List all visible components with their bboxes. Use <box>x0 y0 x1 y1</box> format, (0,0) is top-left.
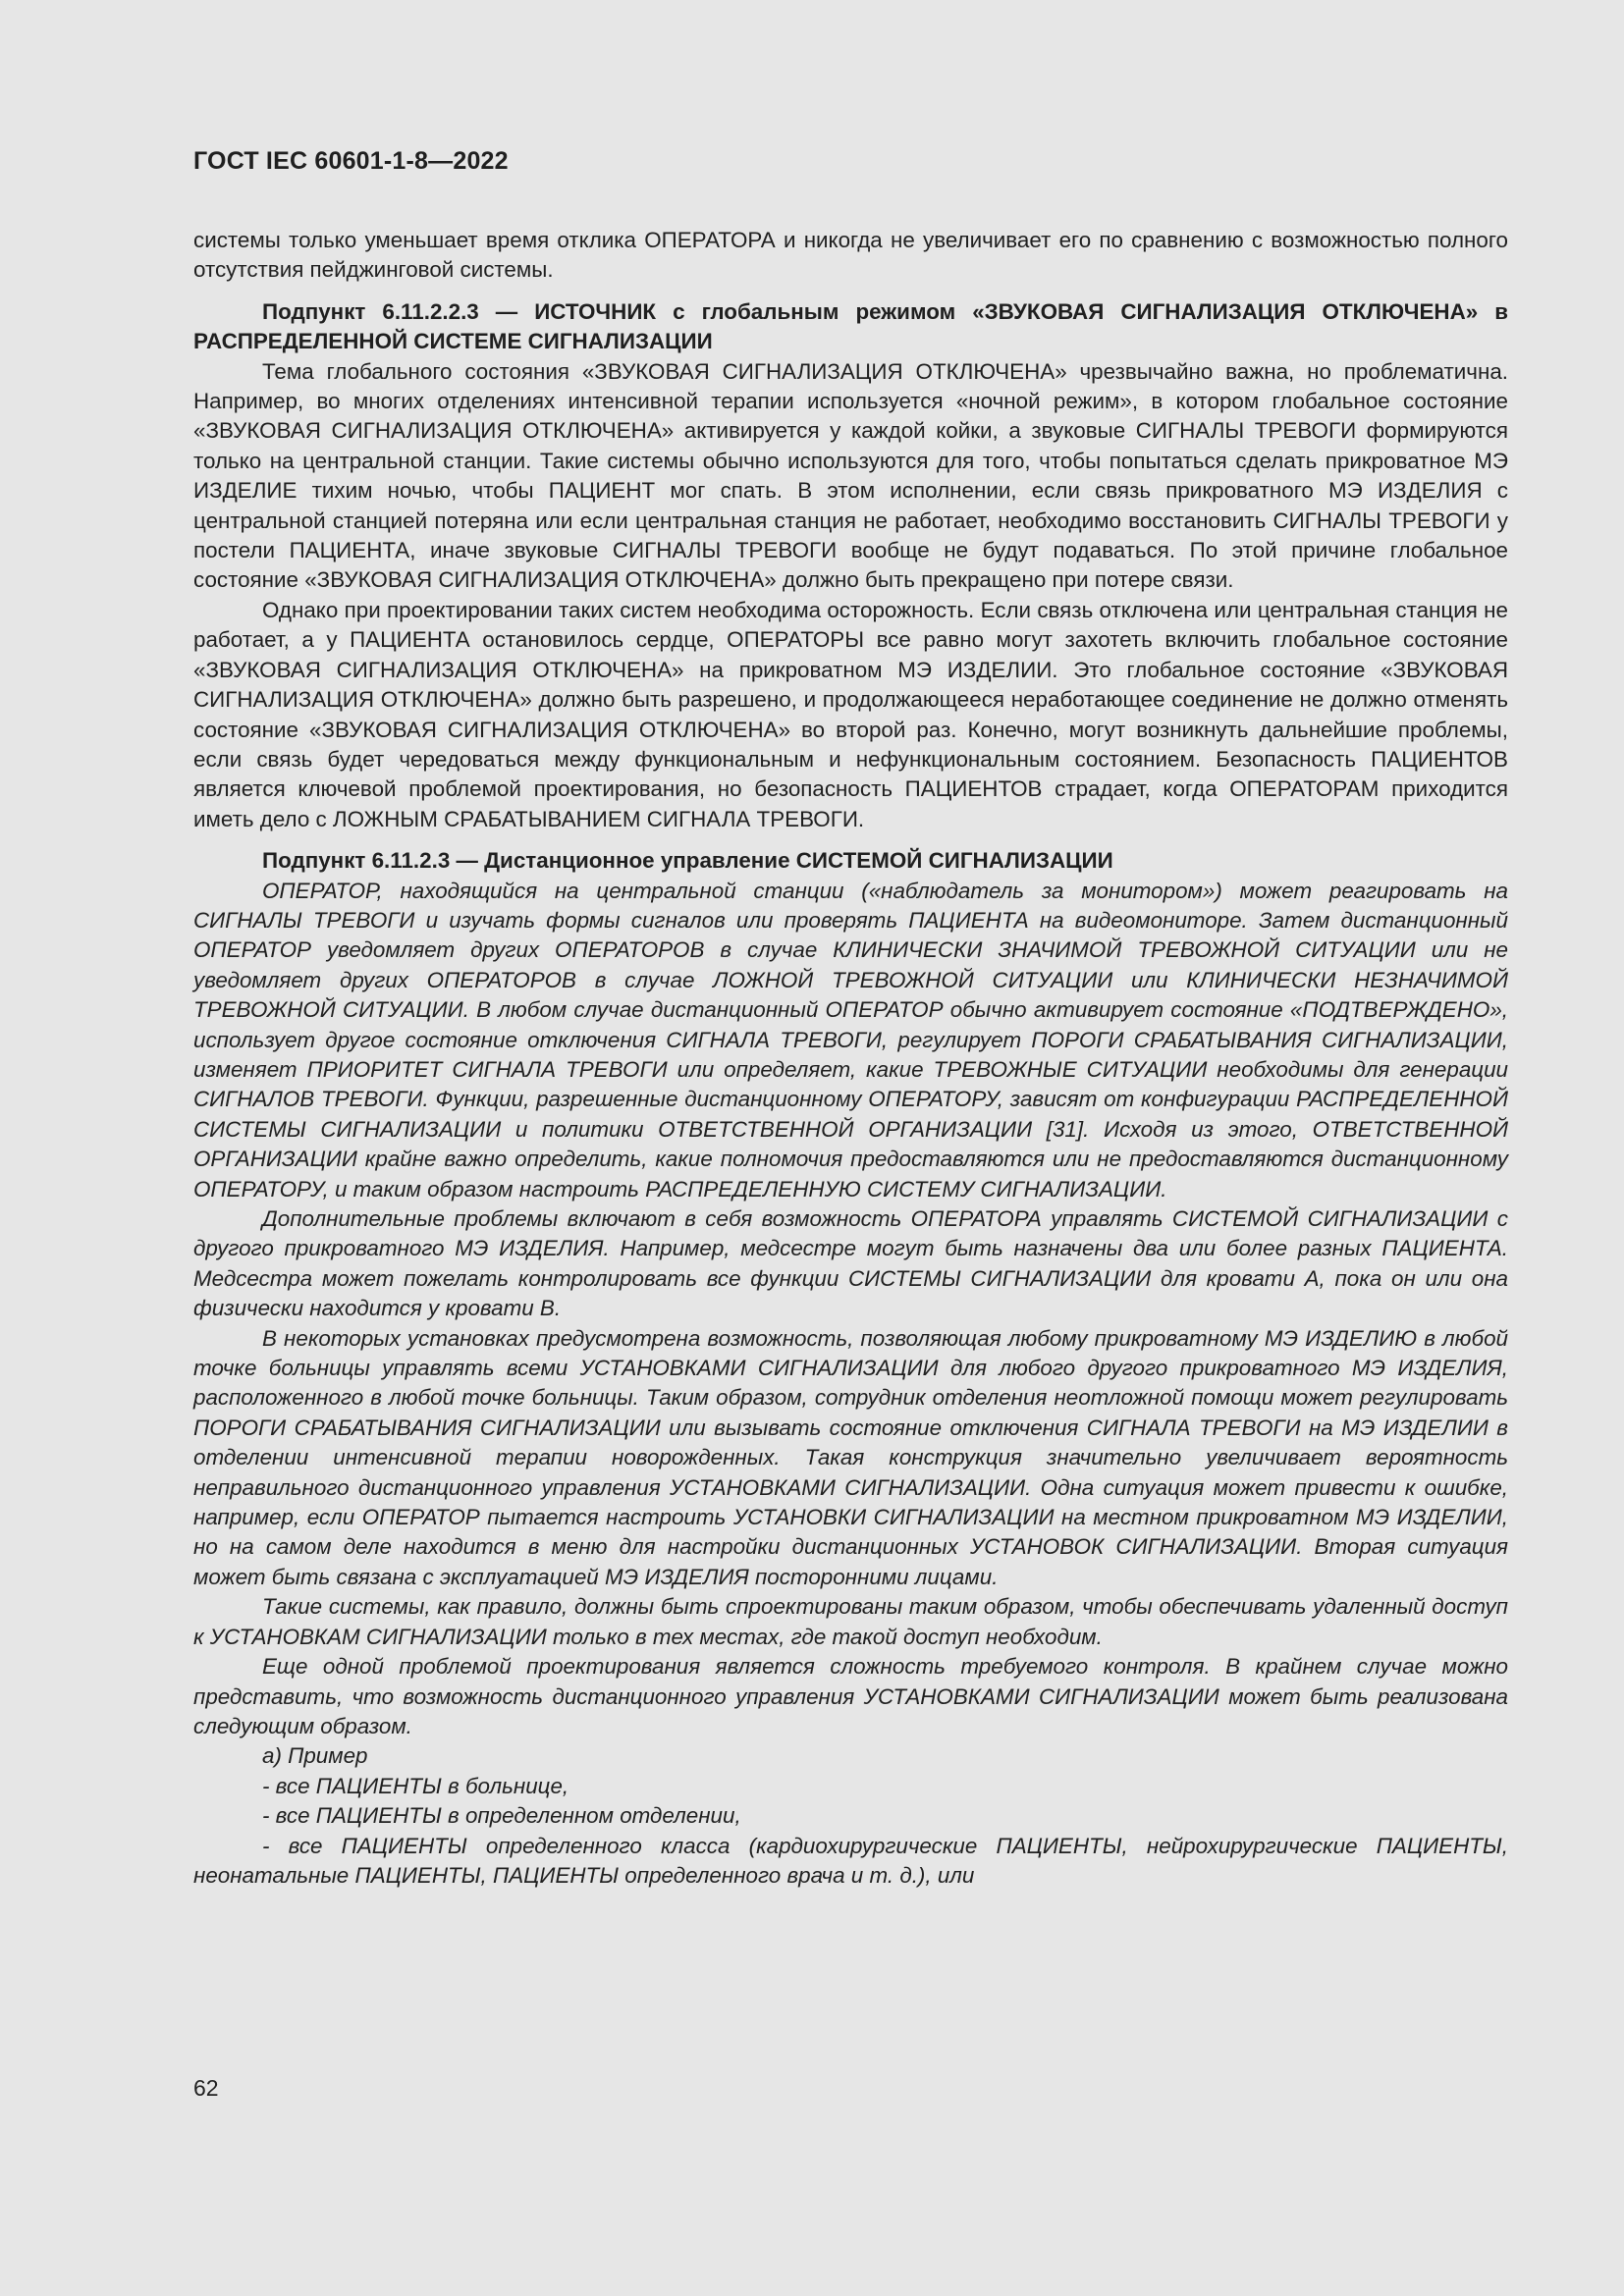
document-body <box>193 226 1508 1891</box>
list-item: - все ПАЦИЕНТЫ определенного класса (кардиохирургические ПАЦИЕНТЫ, нейрохирургические ПАЦИЕНТЫ, неонатальные ПАЦИЕНТЫ, ПАЦИЕНТЫ определенного врача и т. д.), или <box>193 1833 1508 1888</box>
page-number: 62 <box>193 2075 219 2101</box>
list-item: - все ПАЦИЕНТЫ в больнице, <box>262 1773 569 1798</box>
paragraph: Однако при проектировании таких систем необходима осторожность. Если связь отключена или центральная станция не работает, а у ПАЦИЕНТА остановилось сердце, ОПЕРАТОРЫ все равно могут захотеть включить глобальное состояние «ЗВУКОВАЯ СИГНАЛИЗАЦИЯ ОТКЛЮЧЕНА» на прикроватном МЭ ИЗДЕЛИИ. Это глобальное состояние «ЗВУКОВАЯ СИГНАЛИЗАЦИЯ ОТКЛЮЧЕНА» должно быть разрешено, и продолжающееся неработающее соединение не должно отменять состояние «ЗВУКОВАЯ СИГНАЛИЗАЦИЯ ОТКЛЮЧЕНА» во второй раз. Конечно, могут возникнуть дальнейшие проблемы, если связь будет чередоваться между функциональным и нефункциональным состоянием. Безопасность ПАЦИЕНТОВ является ключевой проблемой проектирования, но безопасность ПАЦИЕНТОВ страдает, когда ОПЕРАТОРАМ приходится иметь дело с ЛОЖНЫМ СРАБАТЫВАНИЕМ СИГНАЛА ТРЕВОГИ. <box>193 597 1508 831</box>
paragraph: Тема глобального состояния «ЗВУКОВАЯ СИГНАЛИЗАЦИЯ ОТКЛЮЧЕНА» чрезвычайно важна, но проблематична. Например, во многих отделениях интенсивной терапии используется «ночной режим», в котором глобальное состояние «ЗВУКОВАЯ СИГНАЛИЗАЦИЯ ОТКЛЮЧЕНА» активируется у каждой койки, а звуковые СИГНАЛЫ ТРЕВОГИ формируются только на центральной станции. Такие системы обычно используются для того, чтобы попытаться сделать прикроватное МЭ ИЗДЕЛИЕ тихим ночью, чтобы ПАЦИЕНТ мог спать. В этом исполнении, если связь прикроватного МЭ ИЗДЕЛИЯ с центральной станцией потеряна или если центральная станция не работает, необходимо восстановить СИГНАЛЫ ТРЕВОГИ у постели ПАЦИЕНТА, иначе звуковые СИГНАЛЫ ТРЕВОГИ вообще не будут подаваться. По этой причине глобальное состояние «ЗВУКОВАЯ СИГНАЛИЗАЦИЯ ОТКЛЮЧЕНА» должно быть прекращено при потере связи. <box>193 358 1508 593</box>
list-item: а) Пример <box>262 1743 368 1769</box>
section-heading: Подпункт 6.11.2.2.3 — ИСТОЧНИК с глобальным режимом «ЗВУКОВАЯ СИГНАЛИЗАЦИЯ ОТКЛЮЧЕНА» в РАСПРЕДЕЛЕННОЙ СИСТЕМЕ СИГНАЛИЗАЦИИ <box>193 298 1508 354</box>
section-heading: Подпункт 6.11.2.3 — Дистанционное управление СИСТЕМОЙ СИГНАЛИЗАЦИИ <box>262 848 1113 874</box>
paragraph: ОПЕРАТОР, находящийся на центральной станции («наблюдатель за монитором») может реагировать на СИГНАЛЫ ТРЕВОГИ и изучать формы сигналов или проверять ПАЦИЕНТА на видеомониторе. Затем дистанционный ОПЕРАТОР уведомляет других ОПЕРАТОРОВ в случае КЛИНИЧЕСКИ ЗНАЧИМОЙ ТРЕВОЖНОЙ СИТУАЦИИ или не уведомляет других ОПЕРАТОРОВ в случае ЛОЖНОЙ ТРЕВОЖНОЙ СИТУАЦИИ или КЛИНИЧЕСКИ НЕЗНАЧИМОЙ ТРЕВОЖНОЙ СИТУАЦИИ. В любом случае дистанционный ОПЕРАТОР обычно активирует состояние «ПОДТВЕРЖДЕНО», использует другое состояние отключения СИГНАЛА ТРЕВОГИ, регулирует ПОРОГИ СРАБАТЫВАНИЯ СИГНАЛИЗАЦИИ, изменяет ПРИОРИТЕТ СИГНАЛА ТРЕВОГИ или определяет, какие ТРЕВОЖНЫЕ СИТУАЦИИ необходимы для генерации СИГНАЛОВ ТРЕВОГИ. Функции, разрешенные дистанционному ОПЕРАТОРУ, зависят от конфигурации РАСПРЕДЕЛЕННОЙ СИСТЕМЫ СИГНАЛИЗАЦИИ и политики ОТВЕТСТВЕННОЙ ОРГАНИЗАЦИИ [31]. Исходя из этого, ОТВЕТСТВЕННОЙ ОРГАНИЗАЦИИ крайне важно определить, какие полномочия предоставляются или не предоставляются дистанционному ОПЕРАТОРУ, и таким образом настроить РАСПРЕДЕЛЕННУЮ СИСТЕМУ СИГНАЛИЗАЦИИ. <box>193 878 1508 1201</box>
list-item: - все ПАЦИЕНТЫ в определенном отделении, <box>262 1803 741 1829</box>
paragraph: Дополнительные проблемы включают в себя возможность ОПЕРАТОРА управлять СИСТЕМОЙ СИГНАЛИЗАЦИИ с другого прикроватного МЭ ИЗДЕЛИЯ. Например, медсестре могут быть назначены два или более разных ПАЦИЕНТА. Медсестра может пожелать контролировать все функции СИСТЕМЫ СИГНАЛИЗАЦИИ для кровати А, пока он или она физически находится у кровати В. <box>193 1206 1508 1321</box>
document-header: ГОСТ IEC 60601-1-8—2022 <box>193 147 509 175</box>
paragraph: В некоторых установках предусмотрена возможность, позволяющая любому прикроватному МЭ ИЗДЕЛИЮ в любой точке больницы управлять всеми УСТАНОВКАМИ СИГНАЛИЗАЦИИ для любого другого прикроватного МЭ ИЗДЕЛИЯ, расположенного в любой точке больницы. Таким образом, сотрудник отделения неотложной помощи может регулировать ПОРОГИ СРАБАТЫВАНИЯ СИГНАЛИЗАЦИИ или вызывать состояние отключения СИГНАЛА ТРЕВОГИ на МЭ ИЗДЕЛИИ в отделении интенсивной терапии новорожденных. Такая конструкция значительно увеличивает вероятность неправильного дистанционного управления УСТАНОВКАМИ СИГНАЛИЗАЦИИ. Одна ситуация может привести к ошибке, например, если ОПЕРАТОР пытается настроить УСТАНОВКИ СИГНАЛИЗАЦИИ на местном прикроватном МЭ ИЗДЕЛИИ, но на самом деле находится в меню для настройки дистанционных УСТАНОВОК СИГНАЛИЗАЦИИ. Вторая ситуация может быть связана с эксплуатацией МЭ ИЗДЕЛИЯ посторонними лицами. <box>193 1325 1508 1589</box>
paragraph: системы только уменьшает время отклика ОПЕРАТОРА и никогда не увеличивает его по сравнению с возможностью полного отсутствия пейджинговой системы. <box>193 228 1508 283</box>
paragraph: Такие системы, как правило, должны быть спроектированы таким образом, чтобы обеспечивать удаленный доступ к УСТАНОВКАМ СИГНАЛИЗАЦИИ только в тех местах, где такой доступ необходим. <box>193 1594 1508 1649</box>
paragraph: Еще одной проблемой проектирования является сложность требуемого контроля. В крайнем случае можно представить, что возможность дистанционного управления УСТАНОВКАМИ СИГНАЛИЗАЦИИ может быть реализована следующим образом. <box>193 1654 1508 1738</box>
